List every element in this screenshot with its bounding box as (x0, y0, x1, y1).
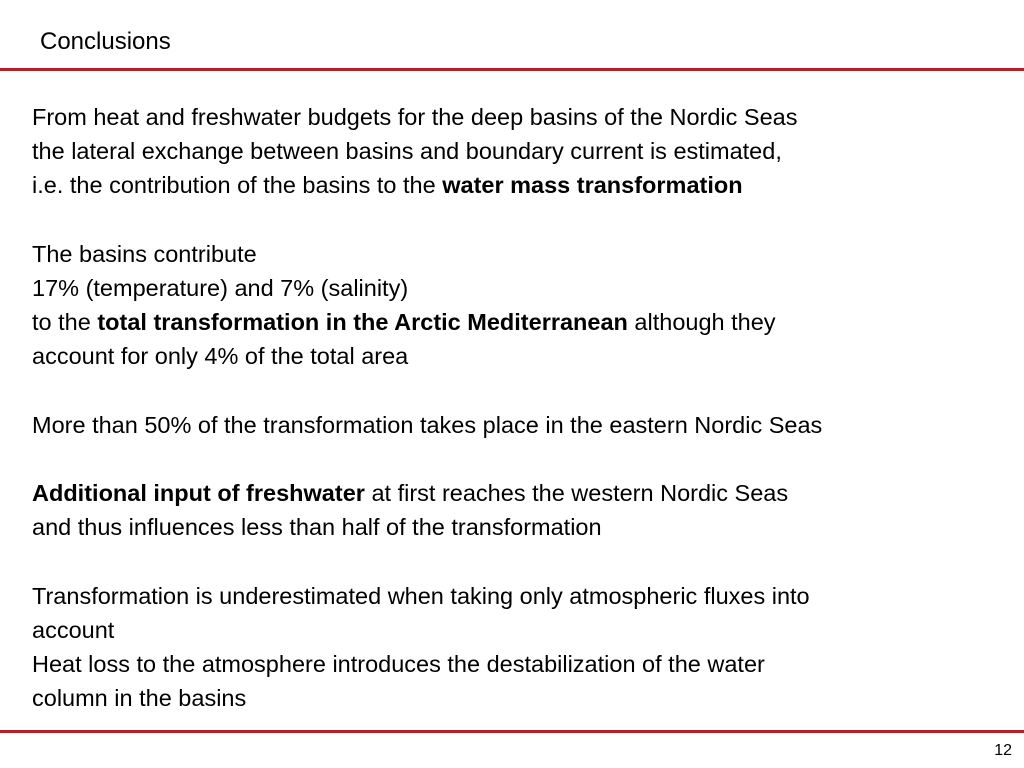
blank-line (32, 442, 1007, 476)
p5-line-3: Heat loss to the atmosphere introduces the destabilization of the water (32, 651, 765, 678)
p1-line-1: From heat and freshwater budgets for the deep basins of the Nordic Seas (32, 104, 798, 130)
slide-title: Conclusions (40, 28, 171, 55)
blank-line (32, 203, 1007, 237)
p1-line-3 (32, 168, 1007, 202)
p2-line-3-pre: to the (32, 309, 98, 336)
p5-line-2: account (32, 616, 115, 643)
p2-line-2: 17% (temperature) and 7% (salinity) (32, 275, 409, 301)
p1-highlight-water-mass-transformation: water mass transformation (442, 172, 743, 199)
p3-line-1: More than 50% of the transformation takes place in the eastern Nordic Seas (32, 411, 823, 438)
p4-line-2: and thus influences less than half of the transformation (32, 514, 602, 541)
p2-line-3-post: although they (627, 309, 776, 336)
title-divider (0, 68, 1024, 71)
p1-line-3-text: i.e. the contribution of the basins to the (32, 172, 443, 199)
p5-line-1: Transformation is underestimated when taking only atmospheric fluxes into (32, 582, 810, 609)
p1-line-2: the lateral exchange between basins and boundary current is estimated, (32, 138, 782, 165)
p2-line-3 (32, 305, 1007, 339)
p4-line-1 (32, 476, 1007, 510)
p5-line-4: column in the basins (32, 685, 247, 712)
slide-body (32, 100, 1007, 716)
blank-line (32, 545, 1007, 579)
blank-line (32, 374, 1007, 408)
footer-divider (0, 730, 1024, 733)
p2-highlight-total-transformation: total transformation in the Arctic Mediterranean (97, 309, 628, 336)
p2-line-1: The basins contribute (32, 240, 257, 267)
p4-line-1-post: at first reaches the western Nordic Seas (364, 480, 789, 507)
p4-highlight-additional-freshwater: Additional input of freshwater (32, 480, 365, 507)
page-number: 12 (994, 742, 1012, 759)
p2-line-4: account for only 4% of the total area (32, 343, 409, 370)
